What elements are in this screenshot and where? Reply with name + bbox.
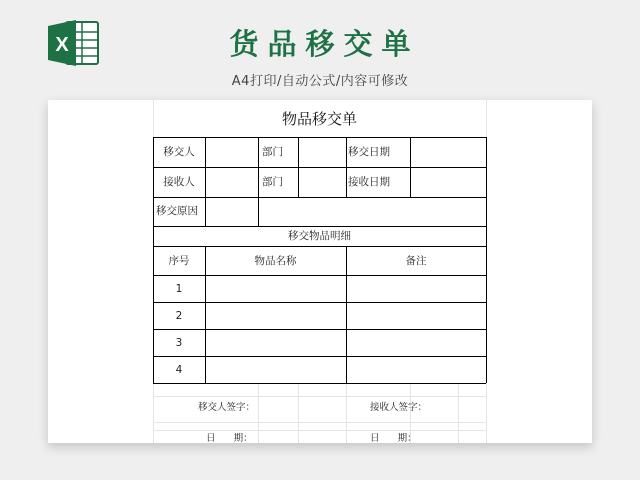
column-seq: 序号 [168, 255, 190, 267]
receiver-signature-label: 接收人签字： [370, 402, 428, 413]
form-line [258, 137, 259, 226]
form-line [153, 226, 486, 227]
date-label-left: 日 期： [206, 433, 253, 443]
column-name: 物品名称 [254, 255, 297, 267]
form-line [153, 329, 486, 330]
form-line [410, 137, 411, 197]
grid-line [298, 383, 299, 443]
form-line [153, 197, 486, 198]
spreadsheet-preview [48, 100, 592, 443]
form-line [153, 167, 486, 168]
grid-line [153, 396, 486, 397]
label-reason: 移交原因 [156, 205, 198, 217]
label-receive-date: 接收日期 [348, 176, 390, 188]
page-title: 货品移交单 [229, 27, 420, 61]
label-department: 部门 [262, 146, 283, 158]
date-label-right: 日 期： [370, 433, 417, 443]
form-line [153, 137, 486, 138]
row-number: 4 [175, 364, 183, 376]
label-receiver: 接收人 [163, 176, 195, 188]
grid-line [258, 383, 259, 443]
row-number: 1 [175, 283, 183, 295]
grid-line [153, 422, 486, 423]
form-line [153, 302, 486, 303]
column-remark: 备注 [405, 255, 427, 267]
grid-line [458, 383, 459, 443]
form-line [346, 246, 347, 383]
details-title: 移交物品明细 [288, 230, 351, 242]
form-line [205, 246, 206, 383]
form-line [486, 137, 487, 383]
label-handover-person: 移交人 [163, 146, 195, 158]
label-handover-date: 移交日期 [348, 146, 390, 158]
form-line [153, 383, 486, 384]
form-line [205, 137, 206, 226]
grid-line [346, 383, 347, 443]
form-line [346, 137, 347, 197]
label-department: 部门 [262, 176, 283, 188]
handover-signature-label: 移交人签字： [198, 402, 256, 413]
grid-line [153, 430, 486, 431]
row-number: 3 [175, 337, 183, 349]
form-line [298, 137, 299, 197]
form-line [153, 356, 486, 357]
form-line [153, 246, 486, 247]
form-line [153, 275, 486, 276]
logo-letter: X [55, 34, 69, 56]
page-subtitle: A4打印/自动公式/内容可修改 [231, 74, 409, 89]
row-number: 2 [175, 310, 183, 322]
form-title: 物品移交单 [281, 110, 357, 128]
